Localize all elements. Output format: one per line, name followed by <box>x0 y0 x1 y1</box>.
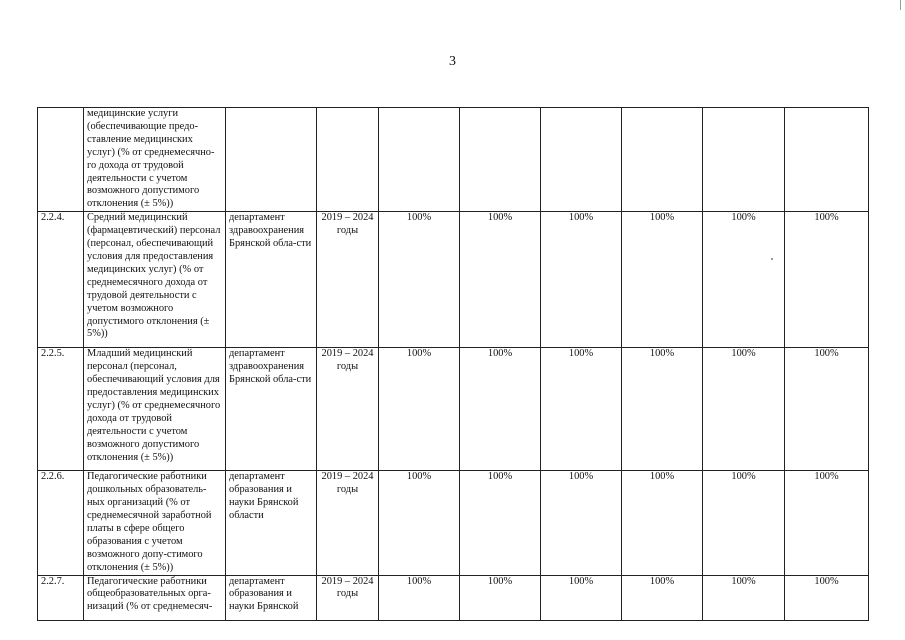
row-executor: департамент образования и науки Брянской <box>226 575 317 620</box>
value-cell: 100% <box>460 348 541 471</box>
row-executor: департамент образования и науки Брянской области <box>226 471 317 575</box>
row-executor: департамент здравоохранения Брянской обла-сти <box>226 212 317 348</box>
value-cell: 100% <box>622 471 703 575</box>
table-row <box>38 108 869 212</box>
row-description: Средний медицинский (фармацевтический) персонал (персонал, обеспечивающий условия для предоставления медицинских услуг) (% от среднемесячного дохода от трудовой деятельности с учетом возможного допустимого отклонения (± 5%)) <box>84 212 226 348</box>
row-number: 2.2.6. <box>38 471 84 575</box>
table-row <box>38 348 869 471</box>
value-cell: 100% <box>541 471 622 575</box>
row-description: медицинские услуги (обеспечивающие предо-ставление медицинских услуг) (% от среднемесячно-го дохода от трудовой деятельности с учетом возможного допустимого отклонения (± 5%)) <box>84 108 226 212</box>
row-number: 2.2.4. <box>38 212 84 348</box>
scan-edge-mark <box>900 0 901 10</box>
value-cell: 100% <box>785 348 869 471</box>
table-row <box>38 575 869 620</box>
row-period: 2019 – 2024 годы <box>317 212 379 348</box>
value-cell: 100% <box>622 575 703 620</box>
row-executor <box>226 108 317 212</box>
value-cell: 100% <box>460 471 541 575</box>
value-cell <box>541 108 622 212</box>
value-cell <box>379 108 460 212</box>
value-cell: 100% <box>785 471 869 575</box>
row-period: 2019 – 2024 годы <box>317 471 379 575</box>
value-cell: 100% <box>785 575 869 620</box>
row-period: 2019 – 2024 годы <box>317 348 379 471</box>
value-cell: 100% <box>703 471 785 575</box>
value-cell: 100% <box>541 212 622 348</box>
table-row <box>38 471 869 575</box>
value-cell: 100% <box>622 348 703 471</box>
value-cell: 100% <box>785 212 869 348</box>
value-cell: 100% <box>541 575 622 620</box>
value-cell: 100% <box>703 212 785 348</box>
row-executor: департамент здравоохранения Брянской обла-сти <box>226 348 317 471</box>
row-description: Педагогические работники дошкольных образователь-ных организаций (% от среднемесячной заработной платы в сфере общего образования с учетом возможного допу-стимого отклонения (± 5%)) <box>84 471 226 575</box>
value-cell <box>703 108 785 212</box>
row-description: Педагогические работники общеобразовательных орга-низаций (% от среднемесяч- <box>84 575 226 620</box>
value-cell: 100% <box>379 575 460 620</box>
row-number: 2.2.7. <box>38 575 84 620</box>
value-cell <box>785 108 869 212</box>
row-number: 2.2.5. <box>38 348 84 471</box>
scan-speck <box>771 258 773 260</box>
page-number: 3 <box>449 54 456 69</box>
value-cell: 100% <box>379 348 460 471</box>
value-cell: 100% <box>379 212 460 348</box>
value-cell: 100% <box>703 348 785 471</box>
value-cell: 100% <box>622 212 703 348</box>
row-description: Младший медицинский персонал (персонал, обеспечивающий условия для предоставления медицинских услуг) (% от среднемесячного дохода от трудовой деятельности с учетом возможного допустимого отклонения (± 5%)) <box>84 348 226 471</box>
value-cell <box>460 108 541 212</box>
value-cell: 100% <box>460 212 541 348</box>
value-cell: 100% <box>703 575 785 620</box>
row-period <box>317 108 379 212</box>
value-cell: 100% <box>460 575 541 620</box>
row-period: 2019 – 2024 годы <box>317 575 379 620</box>
table-row <box>38 212 869 348</box>
value-cell <box>622 108 703 212</box>
row-number <box>38 108 84 212</box>
value-cell: 100% <box>379 471 460 575</box>
value-cell: 100% <box>541 348 622 471</box>
indicators-table <box>37 107 869 621</box>
